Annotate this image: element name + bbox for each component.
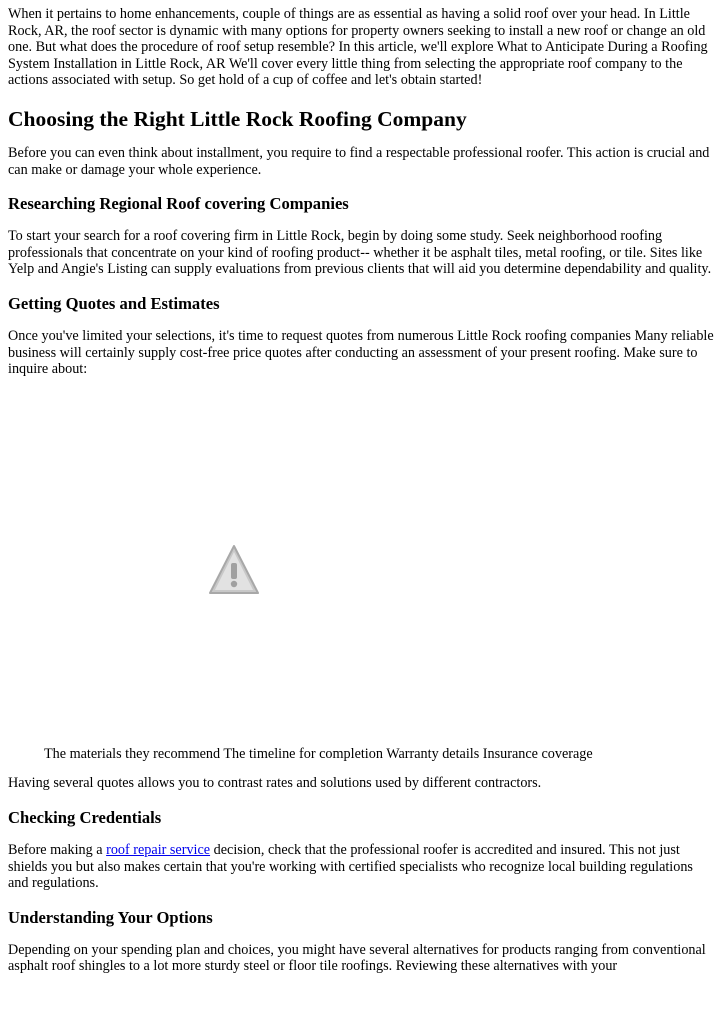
heading-researching: Researching Regional Roof covering Companies — [8, 194, 349, 214]
heading-options: Understanding Your Options — [8, 907, 213, 927]
article — [8, 6, 714, 975]
paragraph-compare-quotes: Having several quotes allows you to contrast rates and solutions used by different contractors. — [8, 775, 542, 792]
warning-triangle-icon — [208, 544, 260, 596]
heading-quotes: Getting Quotes and Estimates — [8, 293, 220, 313]
heading-choosing-company: Choosing the Right Little Rock Roofing Company — [8, 106, 467, 131]
paragraph-researching: To start your search for a roof covering firm in Little Rock, begin by doing some study. Seek neighborhood roofing professionals that concentrate on your kind of roofing product-- whether it be asphalt tiles, metal roofing, or tile. Sites like Yelp and Angie's Listing can supply evaluations from previous clients that will aid you determine dependability and quality. — [8, 228, 712, 278]
broken-image — [8, 378, 714, 738]
credentials-text-before: Before making a — [8, 841, 107, 858]
credentials-text-after: decision, check that the professional roofer is accredited and insured. This not just shields you but also makes certain that you're working with certified specialists who recognize local building regulations and regulations. — [8, 841, 693, 892]
roof-repair-service-link[interactable]: roof repair service — [106, 841, 211, 858]
heading-credentials: Checking Credentials — [8, 807, 162, 827]
quote-checklist: The materials they recommend The timeline for completion Warranty details Insurance coverage — [44, 745, 593, 762]
paragraph-quotes: Once you've limited your selections, it's time to request quotes from numerous Little Rock roofing companies Many reliable business will certainly supply cost-free price quotes after conducting an assessment of your present roofing. Make sure to inquire about: — [8, 327, 714, 378]
paragraph-choosing-company: Before you can even think about installment, you require to find a respectable professional roofer. This action is crucial and can make or damage your whole experience. — [8, 144, 710, 178]
intro-paragraph: When it pertains to home enhancements, couple of things are as essential as having a solid roof over your head. In Little Rock, AR, the roof sector is dynamic with many options for property owners seeking to install a new roof or change an old one. But what does the procedure of roof setup resemble? In this article, we'll explore What to Anticipate During a Roofing System Installation in Little Rock, AR We'll cover every little thing from selecting the appropriate roof company to the actions associated with setup. So get hold of a cup of coffee and let's obtain started! — [8, 6, 708, 89]
paragraph-options: Depending on your spending plan and choices, you might have several alternatives for products ranging from conventional asphalt roof shingles to a lot more sturdy steel or floor tile roofings. Reviewing these alternatives with your — [8, 941, 706, 975]
paragraph-credentials — [8, 842, 714, 892]
